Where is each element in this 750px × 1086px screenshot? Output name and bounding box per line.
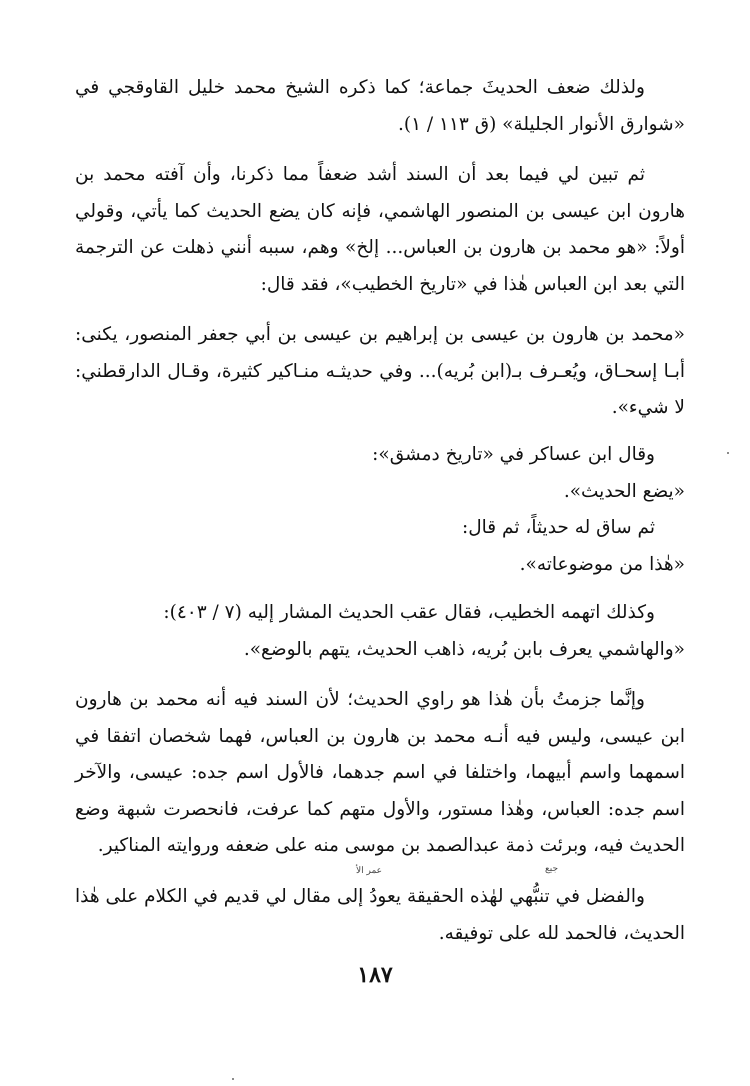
paragraph-khatib-quote: «محمد بن هارون بن عيسى بن إبراهيم بن عيسى بن أبي جعفر المنصور، يكنى: أبـا إسحـاق، ويُعـرف بـ(ابن بُريه)... وفي حديثـه منـاكير كثيرة، وقـال الدارقطني: لا شيء». <box>75 324 685 418</box>
text-block <box>75 157 685 303</box>
scan-speck <box>727 452 729 454</box>
text-block <box>75 682 685 865</box>
paragraph-khatib-accusation: وكذلك اتهمه الخطيب، فقال عقب الحديث المشار إليه (٧ / ٤٠٣): <box>163 602 655 623</box>
text-block <box>75 595 685 668</box>
text-block <box>75 70 685 143</box>
handwritten-margin-note: جيع <box>545 864 559 874</box>
paragraph-then-narrated: ثم ساق له حديثاً، ثم قال: <box>461 517 655 538</box>
paragraph-sanad-analysis: ثم تبين لي فيما بعد أن السند أشد ضعفاً مما ذكرنا، وأن آفته محمد بن هارون ابن عيسى بن المنصور الهاشمي، فإنه كان يضع الحديث كما يأتي، وقولي أولاً: «هو محمد بن هارون بن العباس... إلخ» وهم، سببه أنني ذهلت عن الترجمة التي بعد ابن العباس هٰذا في «تاريخ الخطيب»، فقد قال: <box>75 164 685 295</box>
quote-yada-al-hadith: «يضع الحديث». <box>563 480 685 502</box>
paragraph-weakness: ولذلك ضعف الحديثَ جماعة؛ كما ذكره الشيخ محمد خليل القاوقجي في «شوارق الأنوار الجليلة» (ق ١١٣ / ١). <box>75 77 685 135</box>
quote-mawduat: «هٰذا من موضوعاته». <box>519 553 685 575</box>
text-block <box>75 317 685 427</box>
scan-speck <box>232 1078 234 1080</box>
paragraph-certainty: وإنَّما جزمتُ بأن هٰذا هو راوي الحديث؛ لأن السند فيه أنه محمد بن هارون ابن عيسى، وليس فيه أنـه محمد بن هارون بن العباس، فهما شخصان اتفقا في اسمهما واسم أبيهما، واختلفا في اسم جدهما، فالأول اسم جده: عيسى، والآخر اسم جده: العباس، وهٰذا مستور، والأول متهم كما عرفت، فانحصرت شبهة وضع الحديث فيه، وبرئت ذمة عبدالصمد بن موسى منه على ضعفه وروايته المناكير. <box>75 689 685 856</box>
text-block <box>75 879 685 952</box>
page-number: ١٨٧ <box>357 962 393 988</box>
paragraph-ibn-asakir: وقال ابن عساكر في «تاريخ دمشق»: <box>372 444 655 465</box>
paragraph-closing: والفضل في تنبُّهي لهٰذه الحقيقة يعودُ إلى مقال لي قديم في الكلام على هٰذا الحديث، فالحمد لله على توفيقه. <box>75 886 685 944</box>
handwritten-margin-note: عمر الأ <box>356 866 383 876</box>
quote-hashimi: «والهاشمي يعرف بابن بُريه، ذاهب الحديث، يتهم بالوضع». <box>243 638 685 660</box>
text-block <box>75 437 685 583</box>
